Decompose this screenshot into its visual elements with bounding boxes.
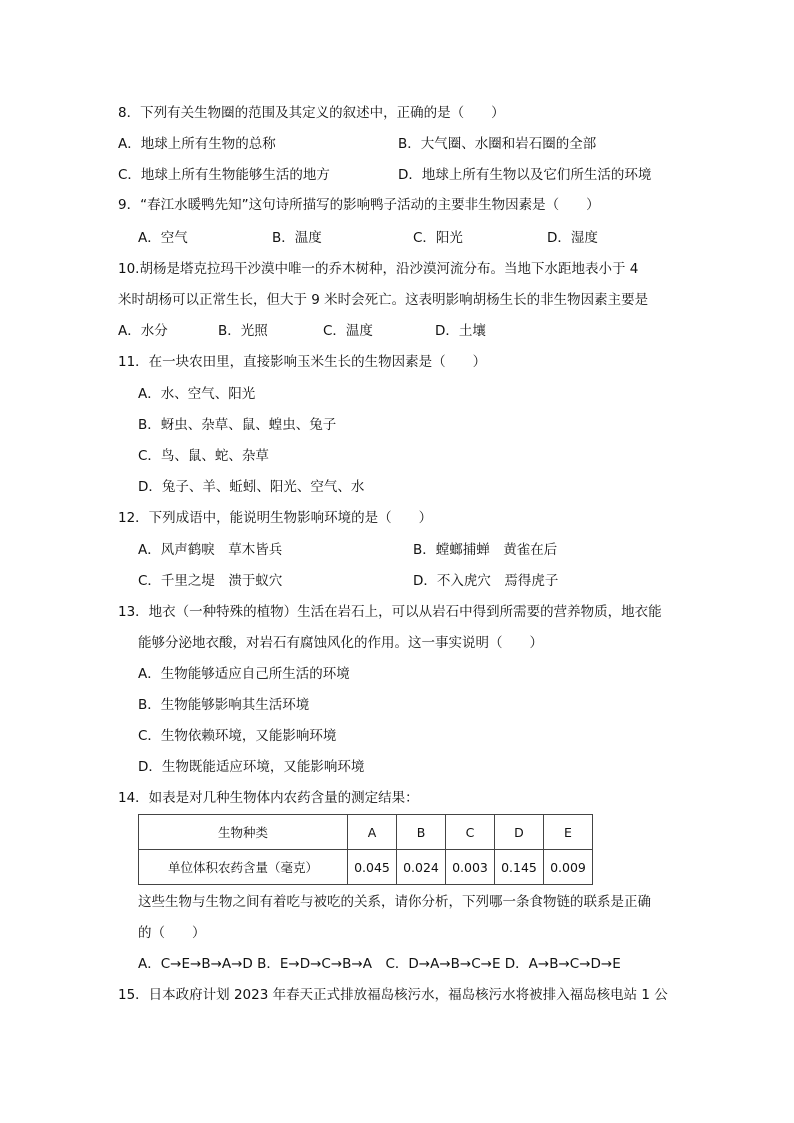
q9-option-d: D．湿度 bbox=[547, 230, 598, 246]
table-header-cell: B bbox=[397, 815, 446, 850]
q12-stem: 12．下列成语中，能说明生物影响环境的是（ ） bbox=[118, 510, 433, 526]
q13-line-1: 13．地衣（一种特殊的植物）生活在岩石上，可以从岩石中得到所需要的营养物质，地衣能 bbox=[118, 604, 662, 620]
q12-option-d: D．不入虎穴 焉得虎子 bbox=[413, 573, 559, 589]
table-header-row bbox=[139, 815, 593, 850]
q10-option-b: B．光照 bbox=[218, 323, 268, 339]
q13-line-2: 能够分泌地衣酸，对岩石有腐蚀风化的作用。这一事实说明（ ） bbox=[138, 635, 543, 651]
q8-option-b: B．大气圈、水圈和岩石圈的全部 bbox=[398, 136, 597, 152]
q14-line-2: 这些生物与生物之间有着吃与被吃的关系，请你分析，下列哪一条食物链的联系是正确 bbox=[138, 894, 651, 910]
table-cell: 0.003 bbox=[446, 850, 495, 885]
pesticide-table bbox=[138, 814, 593, 885]
q12-option-a: A．风声鹤唳 草木皆兵 bbox=[138, 542, 283, 558]
q12-option-b: B．螳螂捕蝉 黄雀在后 bbox=[413, 542, 558, 558]
q11-option-d: D．兔子、羊、蚯蚓、阳光、空气、水 bbox=[138, 479, 365, 495]
q9-option-a: A．空气 bbox=[138, 230, 188, 246]
q11-option-c: C．鸟、鼠、蛇、杂草 bbox=[138, 448, 269, 464]
q12-option-c: C．千里之堤 溃于蚁穴 bbox=[138, 573, 283, 589]
q14-stem: 14．如表是对几种生物体内农药含量的测定结果： bbox=[118, 790, 419, 806]
q8-option-d: D．地球上所有生物以及它们所生活的环境 bbox=[398, 167, 652, 183]
q8-option-c: C．地球上所有生物能够生活的地方 bbox=[118, 167, 330, 183]
table-row bbox=[139, 850, 593, 885]
q8-option-a: A．地球上所有生物的总称 bbox=[118, 136, 276, 152]
q10-line-1: 10.胡杨是塔克拉玛干沙漠中唯一的乔木树种，沿沙漠河流分布。当地下水距地表小于 4 bbox=[118, 261, 639, 277]
table-header-cell: E bbox=[544, 815, 593, 850]
q11-stem: 11．在一块农田里，直接影响玉米生长的生物因素是（ ） bbox=[118, 354, 487, 370]
q10-option-a: A．水分 bbox=[118, 323, 168, 339]
table-header-cell: A bbox=[348, 815, 397, 850]
table-cell: 0.145 bbox=[495, 850, 544, 885]
table-cell: 0.009 bbox=[544, 850, 593, 885]
q13-option-c: C．生物依赖环境，又能影响环境 bbox=[138, 728, 337, 744]
q9-option-b: B．温度 bbox=[272, 230, 322, 246]
q10-option-c: C．温度 bbox=[323, 323, 373, 339]
table-header-cell: C bbox=[446, 815, 495, 850]
q8-stem: 8．下列有关生物圈的范围及其定义的叙述中，正确的是（ ） bbox=[118, 105, 505, 121]
q11-option-b: B．蚜虫、杂草、鼠、蝗虫、兔子 bbox=[138, 417, 337, 433]
q10-line-2: 米时胡杨可以正常生长，但大于 9 米时会死亡。这表明影响胡杨生长的非生物因素主要是 bbox=[118, 292, 649, 308]
table-header-cell: D bbox=[495, 815, 544, 850]
table-header-cell: 生物种类 bbox=[139, 815, 348, 850]
table-cell: 0.045 bbox=[348, 850, 397, 885]
q9-option-c: C．阳光 bbox=[413, 230, 463, 246]
q15-line-1: 15．日本政府计划 2023 年春天正式排放福岛核污水，福岛核污水将被排入福岛核电站 1 公 bbox=[118, 987, 668, 1003]
q13-option-d: D．生物既能适应环境，又能影响环境 bbox=[138, 759, 365, 775]
q14-line-3: 的（ ） bbox=[138, 925, 206, 941]
table-cell: 0.024 bbox=[397, 850, 446, 885]
q10-option-d: D．土壤 bbox=[435, 323, 486, 339]
q13-option-b: B．生物能够影响其生活环境 bbox=[138, 697, 310, 713]
q14-options: A．C→E→B→A→D B．E→D→C→B→A C．D→A→B→C→E D．A→B→C→D→E bbox=[138, 956, 621, 972]
q9-stem: 9．“春江水暖鸭先知”这句诗所描写的影响鸭子活动的主要非生物因素是（ ） bbox=[118, 197, 600, 213]
q11-option-a: A．水、空气、阳光 bbox=[138, 386, 256, 402]
q13-option-a: A．生物能够适应自己所生活的环境 bbox=[138, 666, 350, 682]
table-cell: 单位体积农药含量（毫克） bbox=[139, 850, 348, 885]
